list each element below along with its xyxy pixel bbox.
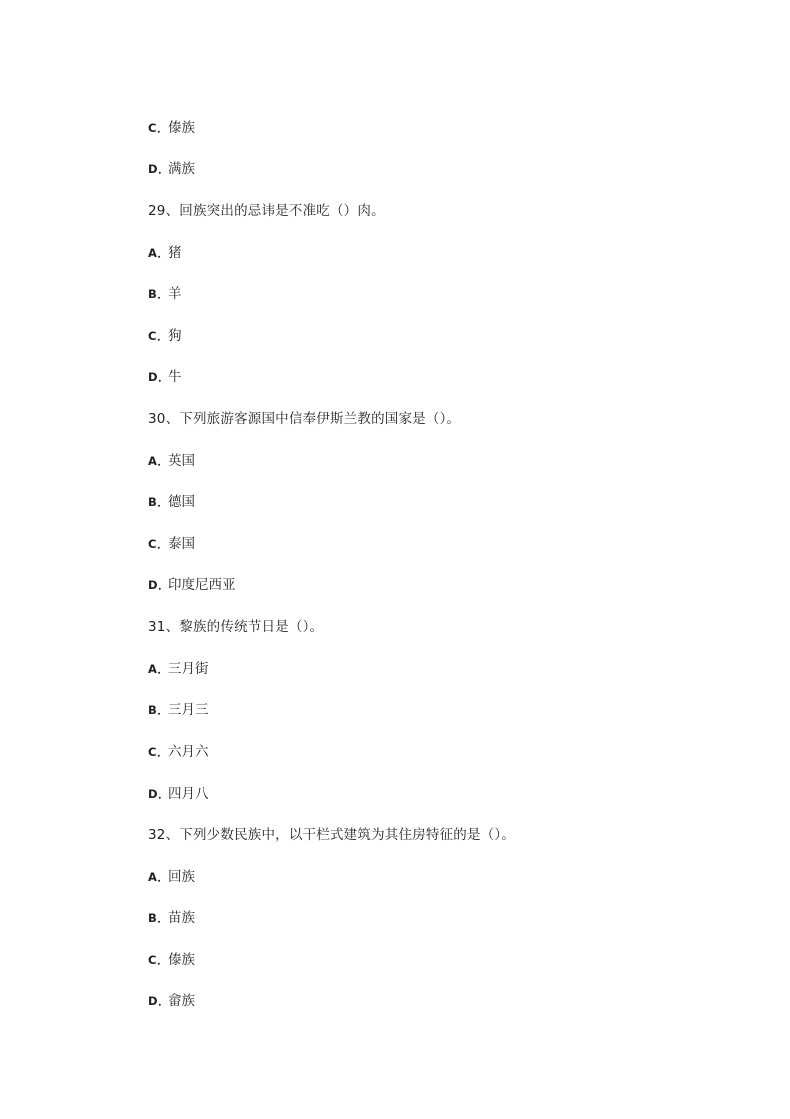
option-line [148,368,182,386]
question-line: 29、回族突出的忌讳是不准吃（）肉。 [148,203,385,219]
option-text: 羊 [168,286,182,302]
option-line [148,535,195,553]
option-letter: A． [148,454,170,468]
option-line [148,660,209,678]
option-line [148,743,209,761]
option-letter: D． [148,370,171,384]
option-line [148,160,195,178]
option-text: 狗 [168,328,182,344]
option-text: 满族 [168,161,195,177]
option-letter: D． [148,787,171,801]
option-line [148,285,182,303]
option-text: 英国 [168,453,195,469]
option-text: 傣族 [168,120,195,136]
option-letter: C． [148,537,169,551]
option-text: 畲族 [168,993,195,1009]
option-line [148,868,195,886]
option-text: 三月街 [168,661,209,677]
option-line [148,327,182,345]
option-line [148,119,195,137]
option-letter: A． [148,870,170,884]
option-line [148,493,195,511]
question-line: 32、下列少数民族中，以干栏式建筑为其住房特征的是（）。 [148,827,516,843]
option-text: 三月三 [168,702,209,718]
option-letter: D． [148,994,171,1008]
option-letter: C． [148,329,169,343]
option-text: 六月六 [168,744,209,760]
option-line [148,909,195,927]
option-letter: D． [148,578,171,592]
option-text: 德国 [168,494,195,510]
option-letter: C． [148,745,169,759]
option-text: 猪 [168,245,182,261]
option-line [148,951,195,969]
option-letter: B． [148,911,170,925]
option-letter: B． [148,287,170,301]
option-text: 回族 [168,869,195,885]
option-letter: B． [148,495,170,509]
option-text: 四月八 [168,786,209,802]
option-letter: A． [148,246,170,260]
option-line [148,785,209,803]
option-line [148,992,195,1010]
option-letter: B． [148,703,170,717]
option-line [148,576,236,594]
option-letter: C． [148,121,169,135]
option-text: 傣族 [168,952,195,968]
option-text: 泰国 [168,536,195,552]
option-letter: C． [148,953,169,967]
option-line [148,452,195,470]
option-letter: A． [148,662,170,676]
option-letter: D． [148,162,171,176]
question-line: 30、下列旅游客源国中信奉伊斯兰教的国家是（）。 [148,411,461,427]
question-line: 31、黎族的传统节日是（）。 [148,619,324,635]
option-text: 印度尼西亚 [168,577,236,593]
option-line [148,244,182,262]
option-text: 牛 [168,369,182,385]
option-text: 苗族 [168,910,195,926]
option-line [148,701,209,719]
